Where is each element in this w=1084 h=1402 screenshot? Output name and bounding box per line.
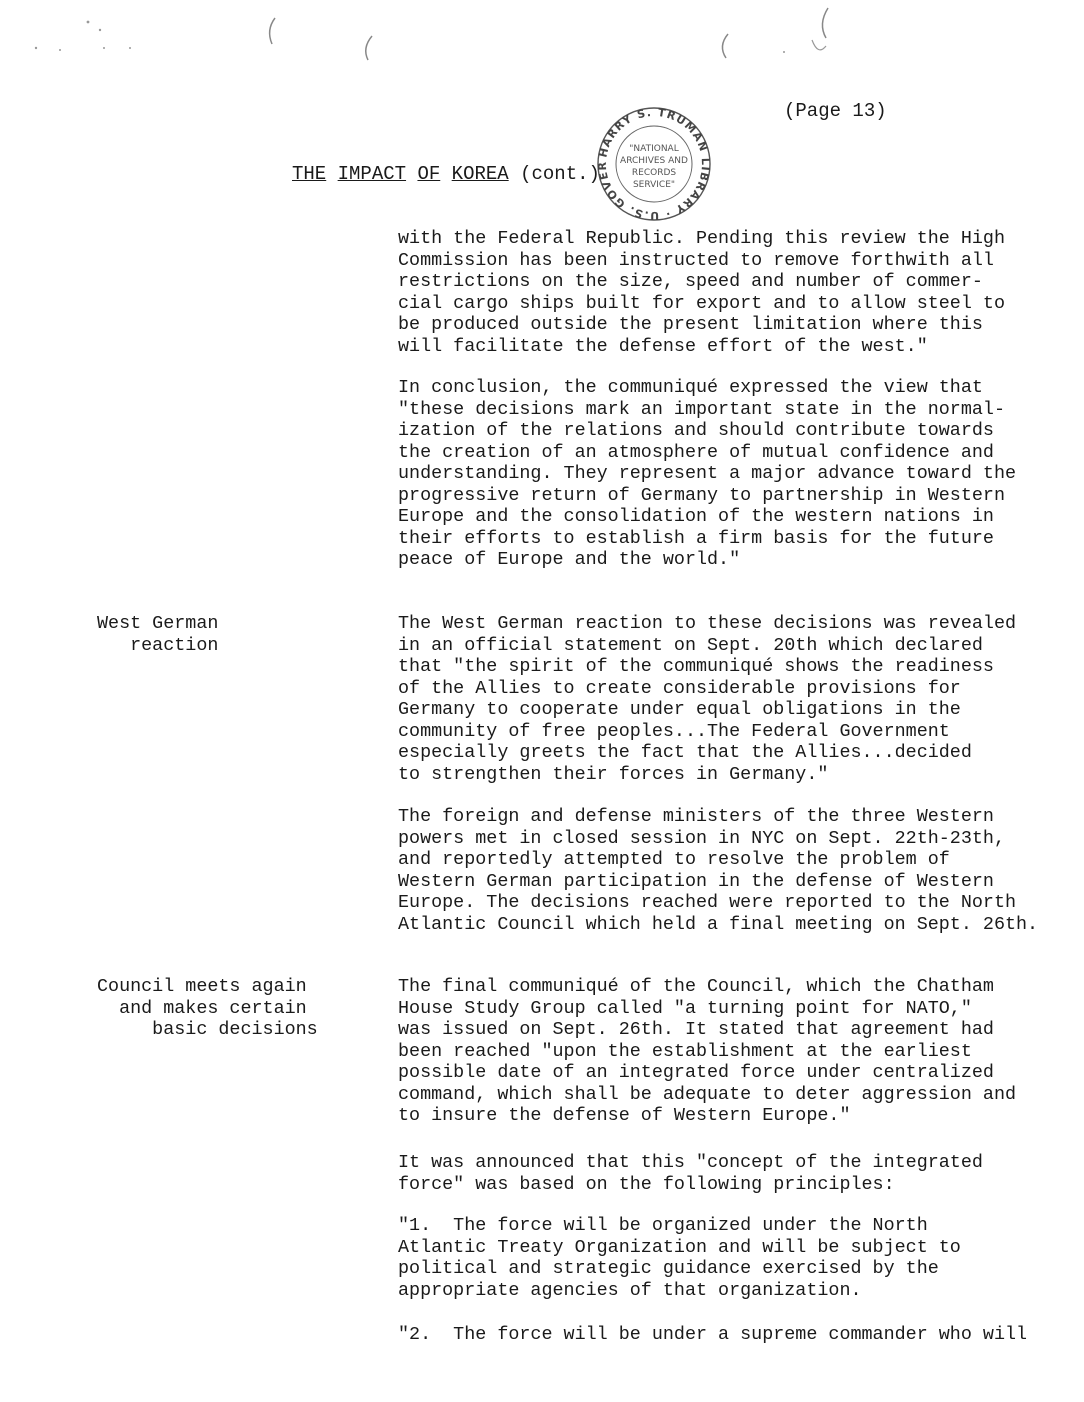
- margin-note-west-german: West German reaction: [97, 613, 219, 656]
- section-heading: [292, 163, 600, 185]
- paragraph-principle-1: "1. The force will be organized under the North Atlantic Treaty Organization and will be subject to political and strategic guidance exercised by the appropriate agencies of that organization.: [398, 1215, 961, 1301]
- heading-word: THE: [292, 163, 327, 185]
- archive-stamp: [594, 104, 714, 224]
- scan-marks: [0, 0, 1084, 120]
- svg-text:HARRY S. TRUMAN LIBRARY · U.S.: HARRY S. TRUMAN LIBRARY · U.S. GOVER: [595, 105, 713, 223]
- paragraph-integrated-force: It was announced that this "concept of the integrated force" was based on the following principles:: [398, 1152, 983, 1195]
- paragraph-conclusion: In conclusion, the communiqué expressed the view that "these decisions mark an important state in the normal- ization of the relations and should contribute towards the creation of an atmosphere of mutual confidence and understanding. They represent a major advance toward the progressive return of Germany to partnership in Western Europe and the consolidation of the western nations in their efforts to establish a firm basis for the future peace of Europe and the world.": [398, 377, 1017, 570]
- heading-word: IMPACT: [337, 163, 407, 185]
- svg-text:ARCHIVES AND: ARCHIVES AND: [620, 156, 688, 166]
- page-number: (Page 13): [784, 100, 887, 122]
- heading-word: OF: [417, 163, 441, 185]
- margin-note-council: Council meets again and makes certain basic decisions: [97, 976, 318, 1040]
- paragraph-federal-republic: with the Federal Republic. Pending this review the High Commission has been instructed to remove forthwith all restrictions on the size, speed and number of commer- cial cargo ships built for export and to allow steel to be produced outside the present limitation where this will facilitate the defense effort of the west.": [398, 228, 1005, 357]
- svg-text:RECORDS: RECORDS: [631, 168, 677, 178]
- paragraph-ministers-meeting: The foreign and defense ministers of the three Western powers met in closed session in NYC on Sept. 22th-23th, and reportedly attempted to resolve the problem of Western German participation in the defense of Western Europe. The decisions reached were reported to the North Atlantic Council which held a final meeting on Sept. 26th.: [398, 806, 1039, 935]
- paragraph-final-communique: The final communiqué of the Council, which the Chatham House Study Group called "a turning point for NATO," was issued on Sept. 26th. It stated that agreement had been reached "upon the establishment at the earliest possible date of an integrated force under centralized command, which shall be adequate to deter aggression and to insure the defense of Western Europe.": [398, 976, 1017, 1126]
- paragraph-principle-2: "2. The force will be under a supreme commander who will: [398, 1324, 1028, 1345]
- svg-text:SERVICE": SERVICE": [632, 180, 676, 190]
- paragraph-west-german-reaction: The West German reaction to these decisions was revealed in an official statement on Sept. 20th which declared that "the spirit of the communiqué shows the readiness of the Allies to create considerable provisions for Germany to cooperate under equal obligations in the community of free peoples...The Federal Government especially greets the fact that the Allies...decided to strengthen their forces in Germany.": [398, 613, 1017, 785]
- heading-word: KOREA: [451, 163, 509, 185]
- svg-text:"NATIONAL: "NATIONAL: [629, 144, 679, 154]
- heading-suffix: (cont.): [520, 163, 600, 185]
